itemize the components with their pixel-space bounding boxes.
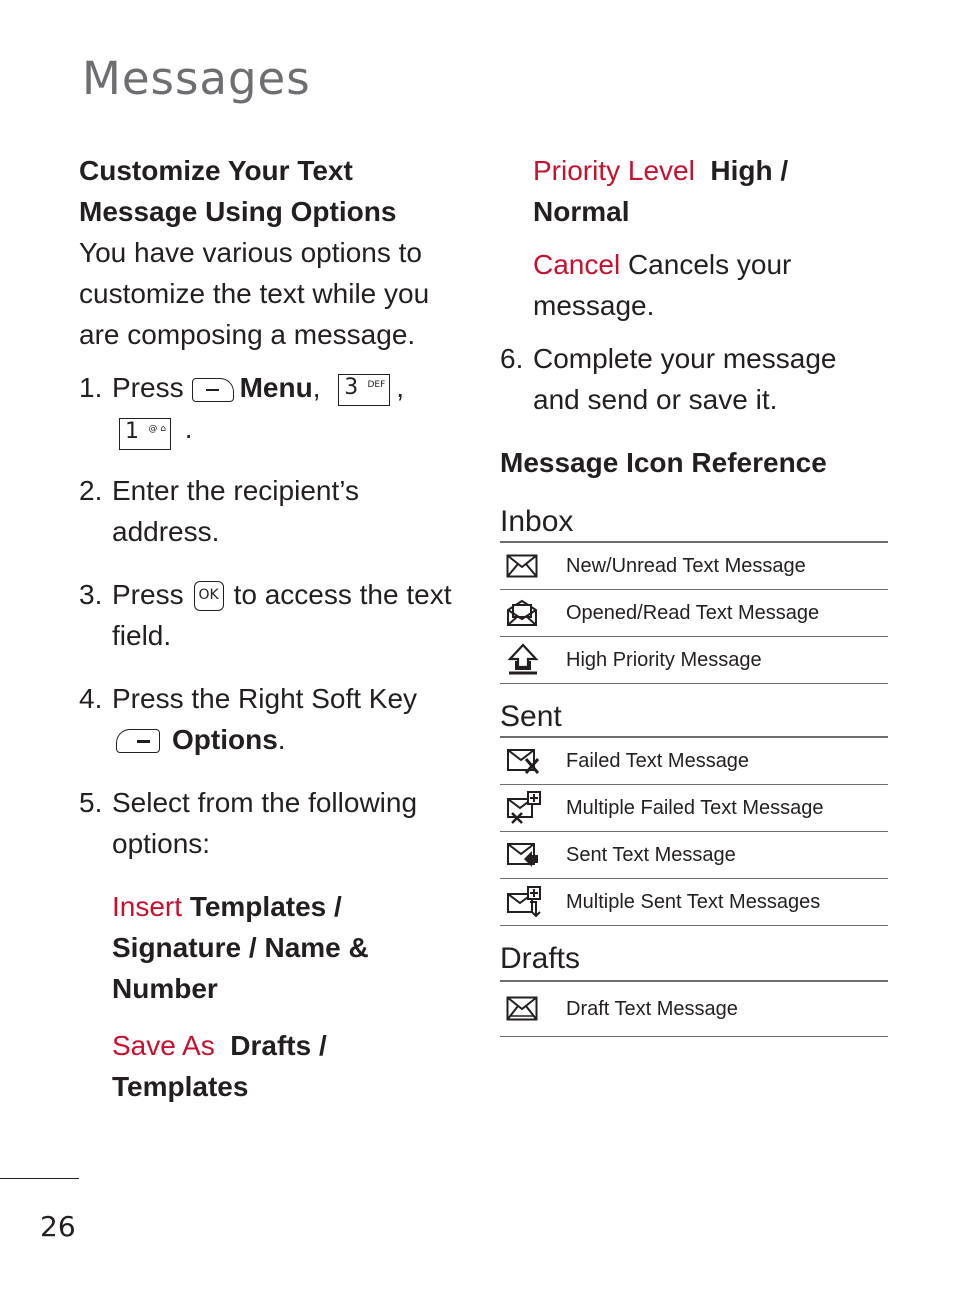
drafts-heading: Drafts	[500, 942, 581, 975]
option-label: Insert	[112, 890, 183, 922]
key-letters: DEF	[367, 379, 386, 390]
icon-reference-heading: Message Icon Reference	[500, 447, 827, 478]
step-text: Enter the recipient’s address.	[112, 474, 359, 547]
step-text: Press	[112, 372, 184, 403]
icon-description: New/Unread Text Message	[566, 555, 806, 577]
step-number: 3.	[79, 578, 103, 610]
icon-row	[500, 738, 888, 785]
intro-text: You have various options to customize the text while you are composing a message.	[79, 237, 430, 350]
page-title: Messages	[82, 52, 311, 105]
icon-description: Opened/Read Text Message	[566, 602, 820, 624]
icon-description: Sent Text Message	[566, 844, 736, 866]
sent-message-icon	[500, 841, 566, 869]
key-3-icon	[338, 374, 390, 406]
high-priority-icon	[500, 643, 566, 677]
step-text: Press	[112, 578, 184, 610]
multiple-sent-icon	[500, 886, 566, 918]
failed-message-icon	[500, 747, 566, 775]
step-text: Press the Right Soft Key	[112, 682, 418, 714]
option-insert	[112, 886, 464, 1009]
envelope-icon	[500, 554, 566, 578]
punctuation: ,	[312, 372, 321, 403]
ok-key-icon: OK	[194, 581, 224, 611]
step-number: 2.	[79, 474, 103, 506]
left-soft-key-icon	[192, 378, 234, 402]
step-6	[500, 338, 888, 420]
menu-label: Menu	[239, 372, 313, 403]
right-soft-key-icon	[116, 729, 160, 753]
icon-description: Failed Text Message	[566, 750, 750, 772]
punctuation: ,	[396, 372, 405, 403]
icon-row	[500, 637, 888, 684]
draft-message-icon	[500, 996, 566, 1022]
step-number: 5.	[79, 786, 103, 818]
icon-row	[500, 879, 888, 926]
step-4	[79, 678, 464, 760]
options-label: Options	[172, 723, 278, 755]
inbox-icon-table	[500, 541, 888, 684]
key-1-icon	[119, 418, 171, 450]
option-save-as	[112, 1025, 464, 1107]
sent-heading: Sent	[500, 700, 562, 733]
drafts-icon-table	[500, 980, 888, 1037]
step-number: 1.	[79, 372, 103, 403]
icon-row	[500, 832, 888, 879]
option-value: Drafts / Templates	[112, 1029, 327, 1102]
opened-envelope-icon	[500, 599, 566, 627]
option-cancel	[533, 244, 888, 326]
option-label: Cancel	[533, 249, 621, 280]
step-text-rest: to access the text field.	[112, 578, 452, 651]
option-value: High / Normal	[533, 155, 789, 227]
icon-description: Multiple Sent Text Messages	[566, 891, 821, 913]
sent-icon-table	[500, 736, 888, 926]
icon-description: Multiple Failed Text Message	[566, 797, 824, 819]
key-digit: 3	[344, 374, 359, 400]
icon-row	[500, 590, 888, 637]
icon-row	[500, 543, 888, 590]
inbox-heading: Inbox	[500, 505, 574, 538]
step-3	[79, 574, 464, 656]
step-2	[79, 470, 464, 552]
punctuation: .	[277, 723, 286, 755]
key-digit: 1	[125, 418, 139, 444]
option-priority-level	[533, 150, 888, 232]
step-number: 6.	[500, 343, 524, 374]
option-label: Priority Level	[533, 155, 695, 186]
icon-description: Draft Text Message	[566, 998, 738, 1020]
punctuation: .	[184, 413, 193, 444]
icon-row	[500, 785, 888, 832]
step-1	[79, 367, 464, 450]
page-number: 26	[40, 1210, 76, 1243]
right-column	[500, 150, 888, 1037]
icon-description: High Priority Message	[566, 649, 762, 671]
icon-row	[500, 982, 888, 1037]
left-column	[79, 150, 464, 1107]
step-text: Complete your message and send or save it.	[533, 343, 837, 415]
option-value: Templates / Signature / Name & Number	[112, 890, 369, 1004]
step-text: Select from the following options:	[112, 786, 418, 859]
key-letters: @ ⌂	[148, 423, 166, 434]
option-label: Save As	[112, 1029, 215, 1061]
footer-rule	[0, 1178, 79, 1179]
multiple-failed-icon	[500, 791, 566, 825]
section-heading: Customize Your Text Message Using Options	[79, 155, 397, 227]
step-5	[79, 782, 464, 864]
option-value: Cancels your message.	[533, 249, 792, 321]
step-number: 4.	[79, 682, 103, 714]
